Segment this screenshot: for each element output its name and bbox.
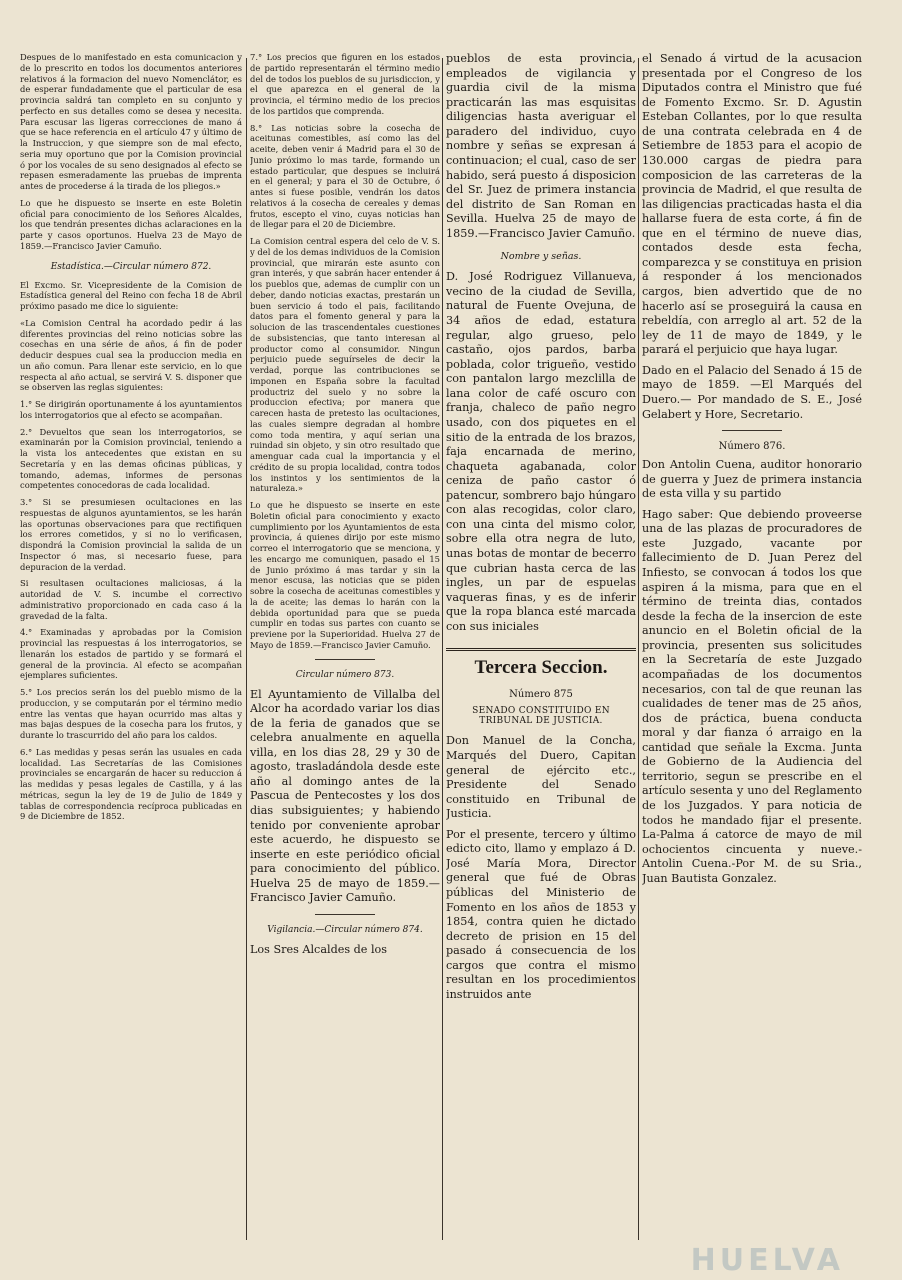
divider: [722, 430, 782, 431]
paragraph: 2.° Devueltos que sean los interrogatorios, se examinarán por la Comision provincial, teniendo a la vista los antecedentes que existan en su Secretaría y en las demas oficinas públicas, y tomando, ademas, informes de personas competentes conocedoras de cada localidad.: [20, 426, 242, 491]
archive-watermark: HUELVA: [690, 1243, 844, 1278]
paragraph: El Excmo. Sr. Vicepresidente de la Comision de Estadística general del Reino con fecha 18 de Abril próximo pasado me dice lo siguiente:: [20, 279, 242, 311]
paragraph: 6.° Las medidas y pesas serán las usuales en cada localidad. Las Secretarías de las Comisiones provinciales se encargarán de hacer su reduccion á las medidas y pesas legales de Castilla, y á las métricas, segun la ley de 19 de Julio de 1849 y tablas de correspondencia recíproca publicadas en 9 de Diciembre de 1852.: [20, 746, 242, 822]
notice-issuer: SENADO CONSTITUIDO EN TRIBUNAL DE JUSTICIA.: [472, 706, 610, 727]
column-2: [250, 52, 440, 1244]
paragraph: La Comision central espera del celo de V. S. y del de los demas individuos de la Comision provincial, que mirarán este asunto con gran interés, y que sabrán hacer entender á los pueblos que, ademas de cumplir con un deber, dando noticias exactas, prestarán un buen servicio á todo el pais, facilitando datos para el fomento general y para la solucion de las trascendentales cuestiones de subsistencias, que tanto interesan al productor como al consumidor. Ningun perjuicio puede seguírseles de decir la verdad, porque las contribuciones se imponen en España sobre la facultad productriz del suelo y no sobre la produccion efectiva; por manera que carecen hasta de pretesto las ocultaciones, las cuales siempre degradan al hombre como toda mentira, y aquí serian una ruindad sin objeto, y sin otro resultado que amenguar cada cual la importancia y el crédito de su propia localidad, contra todos los instintos y los sentimientos de la naturaleza.»: [250, 236, 440, 494]
paragraph: 4.° Examinadas y aprobadas por la Comision provincial las respuestas á los interrogatorios, se llenarán los estados de partido y se formará el general de la provincia. Al efecto se acompañan ejemplares suficientes.: [20, 627, 242, 681]
paragraph: Lo que he dispuesto se inserte en este Boletin oficial para conocimiento y exacto cumplimiento por los Ayuntamientos de esta provincia, á quienes dirijo por este mismo correo el interrogatorio que se menciona, y les encargo me comuniquen, pasado el 15 de Junio próximo á mas tardar y sin la menor escusa, las noticias que se piden sobre la cosecha de aceitunas comestibles y la de aceite; las demas lo harán con la debida oportunidad para que se pueda cumplir en todas sus partes con cuanto se previene por la Superioridad. Huelva 27 de Mayo de 1859.—Francisco Javier Camuño.: [250, 500, 440, 650]
paragraph: 8.° Las noticias sobre la cosecha de aceitunas comestibles, así como las del aceite, deben venir á Madrid para el 30 de Junio próximo lo mas tarde, formando un estado particular, que despues se incluirá en el general; y para el 30 de Octubre, ó antes si fuese posible, vendrán los datos relativos á la cosecha de cereales y demas frutos, escepto el vino, cuyas noticias han de llegar para el 20 de Diciembre.: [250, 122, 440, 230]
paragraph: 5.° Los precios serán los del pueblo mismo de la produccion, y se computarán por el término medio entre las ventas que hayan ocurrido mas altas y mas bajas despues de la cosecha para los frutos, y durante lo trascurrido del año para los caldos.: [20, 687, 242, 740]
paragraph: Don Manuel de la Concha, Marqués del Duero, Capitan general de ejército etc., Presidente del Senado constituido en Tribunal de Justicia.: [446, 734, 636, 821]
paragraph: El Ayuntamiento de Villalba del Alcor ha acordado variar los dias de la feria de ganados que se celebra anualmente en aquella villa, en los dias 28, 29 y 30 de agosto, trasladándola desde este año al domingo antes de la Pascua de Pentecostes y los dos dias subsiguientes; y habiendo tenido por conveniente aprobar este acuerdo, he dispuesto se inserte en este periódico oficial para conocimiento del público. Huelva 25 de mayo de 1859.—Francisco Javier Camuño.: [250, 687, 440, 905]
column-rule: [638, 58, 639, 1240]
paragraph: 1.° Se dirigirán oportunamente á los ayuntamientos los interrogatorios que al efecto se acompañan.: [20, 399, 242, 420]
divider: [315, 914, 375, 915]
paragraph: D. José Rodriguez Villanueva, vecino de la ciudad de Sevilla, natural de Fuente Ovejuna, de 34 años de edad, estatura regular, algo grueso, pelo castaño, ojos pardos, barba poblada, color trigueño, vestido con pantalon largo mezclilla de lana color de café oscuro con franja, chaleco de paño negro usado, con dos piquetes en el sitio de la entrada de los brazos, faja encarnada de merino, chaqueta agabanada, color ceniza de paño castor ó patencur, sombrero bajo húngaro con alas recogidas, color claro, con una cinta del mismo color, sobre ella otra negra de luto, unas botas de montar de becerro que cubrian hasta cerca de las ingles, un par de espuelas vaqueras finas, y es de inferir que la ropa blanca esté marcada con sus iniciales: [446, 270, 636, 633]
divider: [315, 659, 375, 660]
paragraph: 7.° Los precios que figuren en los estados de partido representarán el término medio del de todos los pueblos de su jurisdiccion, y el que aparezca en el general de la provincia, el término medio de los precios de los partidos que comprenda.: [250, 52, 440, 116]
paragraph: 3.° Si se presumiesen ocultaciones en las respuestas de algunos ayuntamientos, se les harán las oportunas observaciones para que rectifiquen los errores cometidos, y si no lo verificasen, dispondrá la Comision provincial la salida de un Inspector ó mas, si necesario fuese, para depuracion de la verdad.: [20, 497, 242, 572]
paragraph: «La Comision Central ha acordado pedir á las diferentes provincias del reino noticias sobre las cosechas en una série de años, á fin de poder deducir despues cual sea la produccion media en un año comun. Para llenar este servicio, en lo que respecta al año actual, se servirá V. S. disponer que se observen las reglas siguientes:: [20, 317, 242, 393]
notice-number: Número 875: [509, 689, 573, 701]
section-heading: Nombre y señas.: [500, 251, 582, 263]
paragraph: Por el presente, tercero y último edicto cito, llamo y emplazo á D. José María Mora, Director general que fué de Obras públicas del Ministerio de Fomento en los años de 1853 y 1854, contra quien he dictado decreto de prision en 15 del pasado á consecuencia de los cargos que contra el mismo resultan en los procedimientos instruidos ante: [446, 827, 636, 1001]
paragraph: pueblos de esta provincia, empleados de vigilancia y guardia civil de la misma practicarán las mas esquisitas diligencias hasta averiguar el paradero del individuo, cuyo nombre y señas se expresan á continuacion; el cual, caso de ser habido, será puesto á disposicion del Sr. Juez de primera instancia del distrito de San Roman en Sevilla. Huelva 25 de mayo de 1859.—Francisco Javier Camuño.: [446, 52, 636, 240]
paragraph: Lo que he dispuesto se inserte en este Boletin oficial para conocimiento de los Señores Alcaldes, los que tendrán presentes dichas aclaraciones en la parte y casos oportunos. Huelva 23 de Mayo de 1859.—Francisco Javier Camuño.: [20, 197, 242, 251]
section-heading: Circular número 873.: [295, 669, 395, 680]
paragraph: Si resultasen ocultaciones maliciosas, á la autoridad de V. S. incumbe el correctivo administrativo proporcionado en cada caso á la gravedad de la falta.: [20, 578, 242, 621]
section-heading: Vigilancia.—Circular número 874.: [267, 924, 423, 935]
paragraph: Despues de lo manifestado en esta comunicacion y de lo prescrito en todos los documentos anteriores relativos á la formacion del nuevo Nomenclátor, es de esperar fundadamente que el particular de esa provincia saldrá tan completo en su conjunto y perfecto en sus detalles como se desea y necesita. Para escusar las ligeras correcciones de mano á que se hace referencia en el artículo 47 y último de la Instruccion, y que siempre son de mal efecto, seria muy oportuno que por la Comision provincial ó por los vocales de su seno designados al efecto se repasen esmeradamente las pruebas de imprenta antes de procederse á la tirada de los pliegos.»: [20, 52, 242, 191]
paragraph: Don Antolin Cuena, auditor honorario de guerra y Juez de primera instancia de esta villa y su partido: [642, 458, 862, 501]
column-rule: [442, 58, 443, 1240]
notice-number: Número 876.: [718, 441, 786, 453]
column-3: [446, 52, 636, 1244]
paragraph: Hago saber: Que debiendo proveerse una de las plazas de procuradores de este Juzgado, vacante por fallecimiento de D. Juan Perez del Infiesto, se convocan á todos los que aspiren á la misma, para que en el término de treinta dias, contados desde la fecha de la insercion de este anuncio en el Boletin oficial de la provincia, presenten sus solicitudes en la Secretaría de este Juzgado acompañadas de los documentos necesarios, con tal de que reunan las cualidades de tener mas de 25 años, dos de práctica, buena conducta moral y dar fianza ó arraigo en la cantidad que señale la Excma. Junta de Gobierno de la Audiencia del territorio, segun se prescribe en el artículo sesenta y uno del Reglamento de los Juzgados. Y para noticia de todos he mandado fijar el presente. La-Palma á catorce de mayo de mil ochocientos cincuenta y nueve.-Antolin Cuena.-Por M. de su Sria., Juan Bautista Gonzalez.: [642, 507, 862, 885]
paragraph: el Senado á virtud de la acusacion presentada por el Congreso de los Diputados contra el Ministro que fué de Fomento Excmo. Sr. D. Agustin Esteban Collantes, por lo que resulta de una contrata celebrada en 4 de Setiembre de 1853 para el acopio de 130.000 cargas de piedra para composicion de las carreteras de la provincia de Madrid, el que resulta de las diligencias practicadas hasta el dia hallarse fuera de esta corte, á fin de que en el término de nueve dias, contados desde esta fecha, comparezca y se constituya en prision á responder á los mencionados cargos, bien advertido que de no hacerlo así se proseguirá la causa en rebeldía, con arreglo al art. 52 de la ley de 11 de mayo de 1849, y le parará el perjuicio que haya lugar.: [642, 52, 862, 357]
section-title: Tercera Seccion.: [446, 648, 636, 679]
paragraph: Dado en el Palacio del Senado á 15 de mayo de 1859. —El Marqués del Duero.— Por mandado de S. E., José Gelabert y Hore, Secretario.: [642, 363, 862, 421]
section-heading: Estadística.—Circular número 872.: [50, 261, 212, 272]
column-1: [20, 52, 242, 1244]
column-4: [642, 52, 862, 1244]
column-rule: [246, 58, 247, 1240]
paragraph: Los Sres Alcaldes de los: [250, 942, 388, 956]
